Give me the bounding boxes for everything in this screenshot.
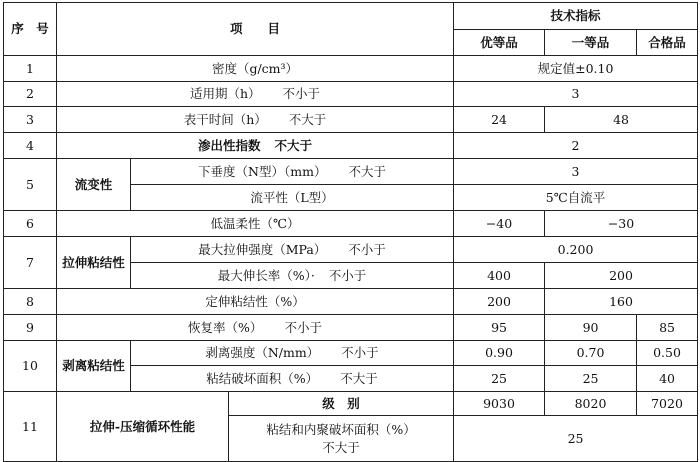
- table-row: [4, 341, 698, 366]
- row-group-label: 流变性: [57, 159, 131, 211]
- row-value: 规定值±0.10: [454, 56, 698, 82]
- table-row: [4, 107, 698, 133]
- row-subitem: 剥离强度（N/mm） 不小于: [131, 341, 454, 366]
- row-limit: 不小于: [341, 345, 379, 360]
- row-value-grade-1: −40: [454, 211, 545, 237]
- row-limit: 不大于: [348, 163, 386, 179]
- row-value-grade-1: 400: [454, 263, 545, 289]
- row-value: 0.200: [454, 237, 698, 263]
- row-item: 定伸粘结性（%）: [57, 289, 454, 315]
- header-grade-3: 合格品: [637, 30, 698, 56]
- row-number: 11: [4, 392, 57, 462]
- table-row: [4, 56, 698, 82]
- row-value-grade-3: 85: [637, 315, 698, 341]
- row-limit: 不小于: [284, 319, 322, 335]
- row-value-grade-3: 7020: [637, 392, 698, 416]
- row-number: 4: [4, 133, 57, 159]
- table-row: [4, 392, 698, 416]
- row-group-label: 剥离粘结性: [57, 341, 131, 392]
- header-grade-2: 一等品: [545, 30, 637, 56]
- header-grade-1: 优等品: [454, 30, 545, 56]
- row-limit: 不大于: [340, 370, 378, 386]
- row-item: 恢复率（%） 不小于: [57, 315, 454, 341]
- row-number: 5: [4, 159, 57, 211]
- table-row: [4, 159, 698, 185]
- table-row: [4, 237, 698, 263]
- row-group-label: 拉伸粘结性: [57, 237, 131, 289]
- row-limit: 不大于: [274, 137, 313, 153]
- row-value-grade-2: 25: [545, 366, 637, 392]
- row-number: 1: [4, 56, 57, 82]
- header-spec: 技术指标: [454, 3, 698, 30]
- table-row: [4, 133, 698, 159]
- row-value-grade-2: 0.70: [545, 341, 637, 366]
- row-number: 9: [4, 315, 57, 341]
- row-value: 3: [454, 82, 698, 107]
- row-subitem: 级 别: [229, 392, 454, 416]
- row-limit: 不大于: [322, 439, 360, 455]
- row-item: 密度（g/cm³）: [57, 56, 454, 82]
- row-item: 适用期（h） 不小于: [57, 82, 454, 107]
- row-value: 2: [454, 133, 698, 159]
- row-limit: 不小于: [282, 86, 321, 101]
- technical-spec-table: [3, 2, 698, 462]
- row-value-grade-2: 90: [545, 315, 637, 341]
- row-value-grade-2: 8020: [545, 392, 637, 416]
- row-item: 低温柔性（℃）: [57, 211, 454, 237]
- row-subitem: 最大伸长率（%）· 不小于: [131, 263, 454, 289]
- row-subitem: 最大拉伸强度（MPa） 不小于: [131, 237, 454, 263]
- header-row: [4, 3, 698, 30]
- row-value-grade-1: 24: [454, 107, 545, 133]
- row-number: 10: [4, 341, 57, 392]
- row-subitem: [229, 416, 454, 462]
- row-value-grade-2-3: −30: [545, 211, 698, 237]
- row-number: 8: [4, 289, 57, 315]
- row-value-grade-2-3: 48: [545, 107, 698, 133]
- row-value-grade-2-3: 200: [545, 263, 698, 289]
- row-value-grade-3: 40: [637, 366, 698, 392]
- row-value-grade-3: 0.50: [637, 341, 698, 366]
- row-value-grade-1: 0.90: [454, 341, 545, 366]
- row-subitem-line1: 粘结和内聚破坏面积（%）: [266, 421, 416, 437]
- row-value-grade-1: 95: [454, 315, 545, 341]
- row-limit: 不小于: [328, 267, 367, 283]
- row-subitem: 流平性（L型）: [131, 185, 454, 211]
- row-value-grade-1: 200: [454, 289, 545, 315]
- row-subitem: 粘结破坏面积（%） 不大于: [131, 366, 454, 392]
- header-item: 项 目: [57, 3, 454, 56]
- row-number: 7: [4, 237, 57, 289]
- row-limit: 不大于: [288, 111, 327, 127]
- table-row: [4, 315, 698, 341]
- row-number: 6: [4, 211, 57, 237]
- row-value: 3: [454, 159, 698, 185]
- row-value-grade-1: 25: [454, 366, 545, 392]
- row-value-grade-2-3: 160: [545, 289, 698, 315]
- row-value-grade-1: 9030: [454, 392, 545, 416]
- row-number: 3: [4, 107, 57, 133]
- spec-table-container: [3, 2, 698, 462]
- row-limit: 不小于: [348, 241, 386, 257]
- table-row: [4, 82, 698, 107]
- row-group-label: 拉伸-压缩循环性能: [57, 392, 229, 462]
- row-item: 表干时间（h） 不大于: [57, 107, 454, 133]
- row-number: 2: [4, 82, 57, 107]
- row-value: 25: [454, 416, 698, 462]
- table-row: [4, 289, 698, 315]
- row-item: 渗出性指数 不大于: [57, 133, 454, 159]
- row-value: 5℃自流平: [454, 185, 698, 211]
- row-subitem: 下垂度（N型）（mm） 不大于: [131, 159, 454, 185]
- table-row: [4, 211, 698, 237]
- header-index: 序 号: [4, 3, 57, 56]
